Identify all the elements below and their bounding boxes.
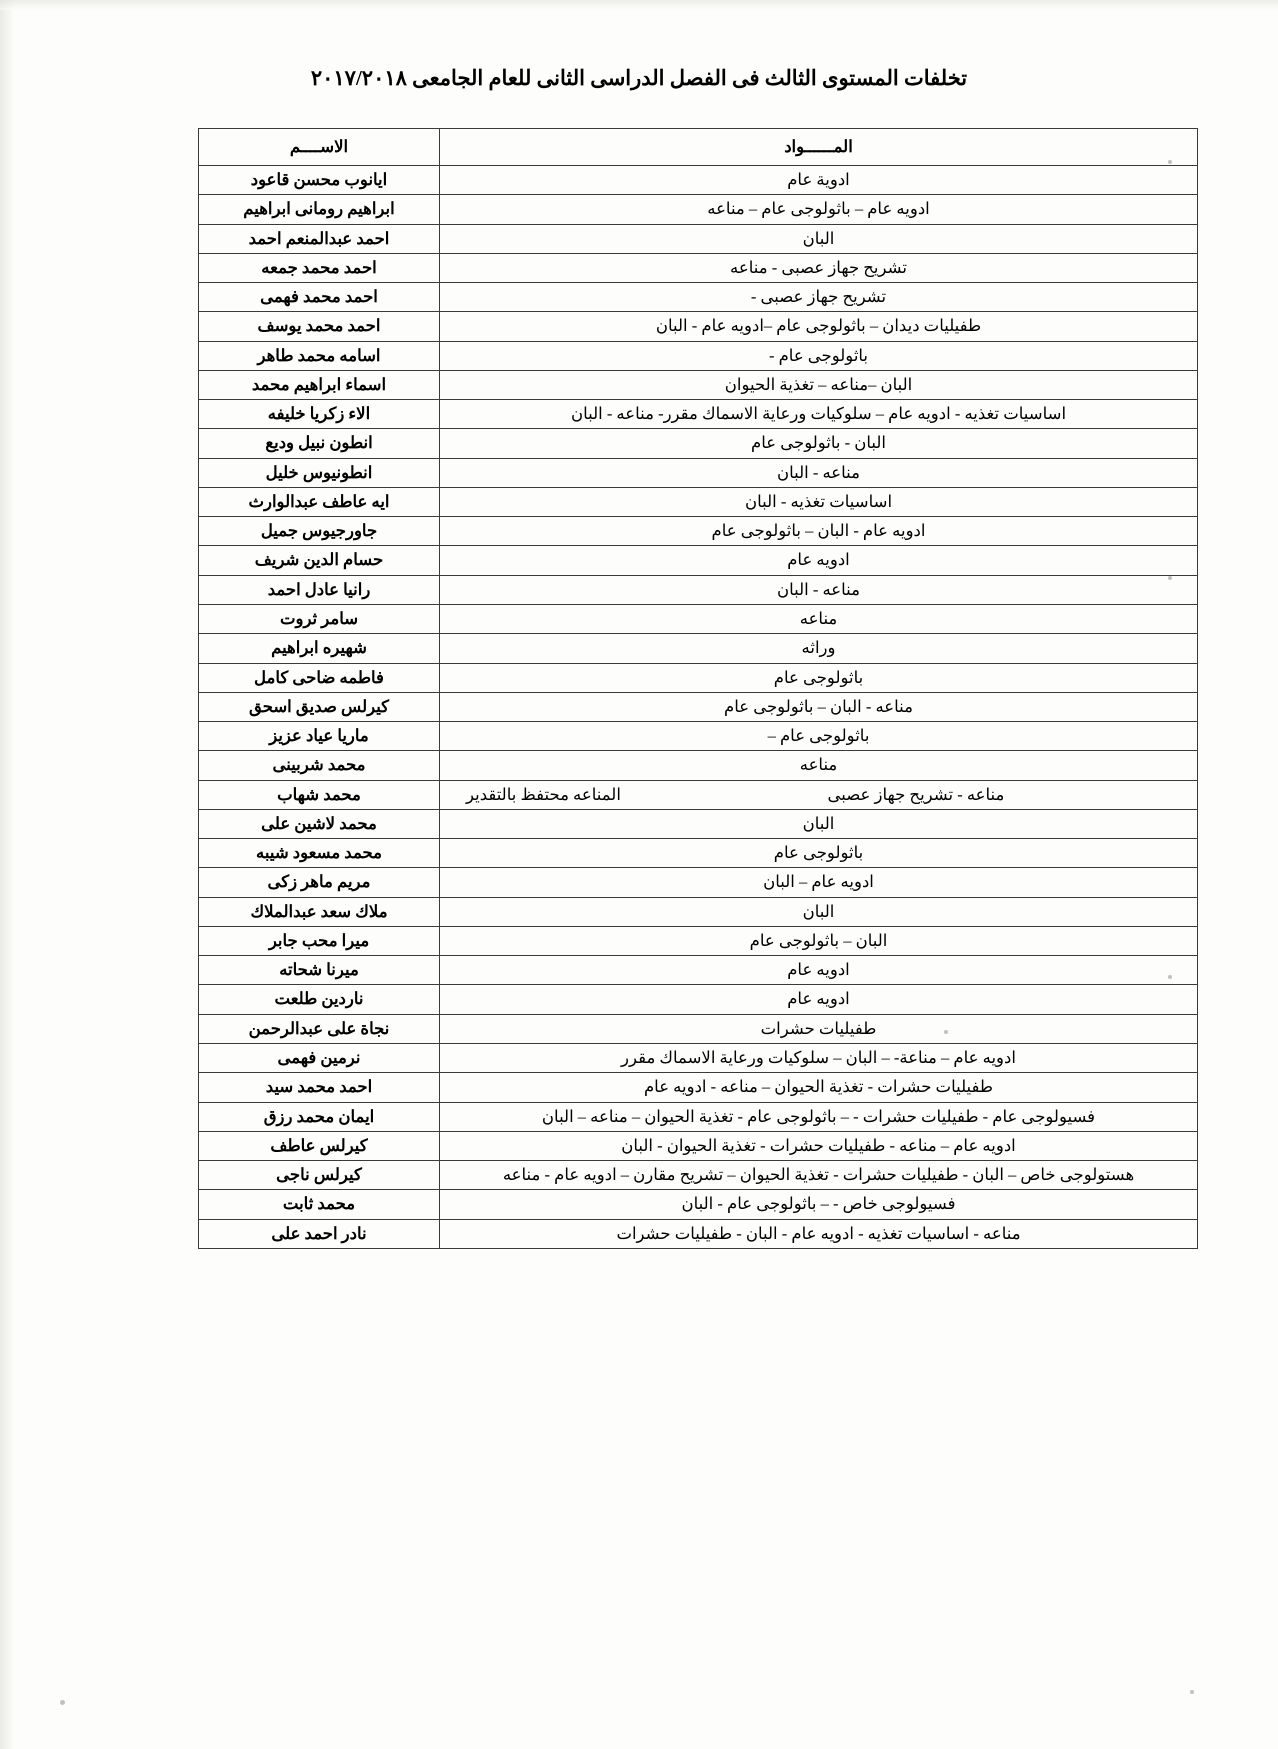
cell-subjects (440, 195, 1198, 224)
table-row (199, 692, 1198, 721)
cell-subjects (440, 312, 1198, 341)
table-row (199, 868, 1198, 897)
cell-subjects-text: ادويه عام – مناعة- – البان – سلوكيات ورعاية الاسماك مقرر (621, 1047, 1016, 1067)
cell-subjects (440, 751, 1198, 780)
cell-subjects-text: وراثه (801, 638, 836, 658)
cell-student-name: ملاك سعد عبدالملاك (199, 897, 440, 926)
cell-subjects-text: اساسيات تغذيه - البان (744, 491, 893, 511)
cell-student-name: اسماء ابراهيم محمد (199, 370, 440, 399)
table-row (199, 487, 1198, 516)
cell-subjects (440, 1073, 1198, 1102)
cell-subjects (440, 224, 1198, 253)
cell-subjects-text: البان – باثولوجى عام (749, 930, 888, 950)
table-row (199, 1073, 1198, 1102)
cell-subjects (440, 370, 1198, 399)
cell-student-name: كيرلس ناجى (199, 1161, 440, 1190)
cell-student-name: شهيره ابراهيم (199, 634, 440, 663)
cell-subjects (440, 1131, 1198, 1160)
scan-speck (1168, 160, 1172, 164)
cell-student-name: احمد محمد فهمى (199, 283, 440, 312)
cell-subjects-text: باثولوجى عام – (767, 726, 870, 746)
cell-subjects (440, 487, 1198, 516)
cell-student-name: كيرلس عاطف (199, 1131, 440, 1160)
cell-subjects-text: باثولوجى عام (773, 843, 864, 863)
cell-student-name: حسام الدين شريف (199, 546, 440, 575)
cell-subjects-text: فسيولوجى عام - طفيليات حشرات - – باثولوجى عام - تغذية الحيوان – مناعه – البان (541, 1106, 1096, 1126)
cell-subjects-text: ادويه عام – مناعه - طفيليات حشرات - تغذية الحيوان - البان (621, 1135, 1016, 1155)
cell-subjects-text: مناعه (799, 755, 838, 775)
cell-subjects (440, 663, 1198, 692)
cell-subjects (440, 868, 1198, 897)
cell-subjects-text: تشريح جهاز عصبى - (750, 287, 887, 307)
cell-student-name: ميرا محب جابر (199, 926, 440, 955)
table-row (199, 546, 1198, 575)
cell-student-name: ناردين طلعت (199, 985, 440, 1014)
cell-subjects-text: مناعه - البان – باثولوجى عام (724, 696, 913, 716)
cell-subjects (440, 400, 1198, 429)
cell-subjects (440, 1043, 1198, 1072)
scan-speck (1190, 1690, 1194, 1694)
table-row (199, 575, 1198, 604)
cell-subjects-text: البان - باثولوجى عام (751, 433, 886, 453)
table-row (199, 780, 1198, 809)
table-row (199, 253, 1198, 282)
cell-subjects-note: المناعه محتفظ بالتقدير (466, 784, 621, 804)
cell-subjects-text: ادويه عام – البان (763, 872, 874, 892)
table-row (199, 839, 1198, 868)
cell-subjects-text: البان (802, 901, 835, 921)
cell-subjects (440, 283, 1198, 312)
cell-subjects (440, 546, 1198, 575)
cell-subjects-text: البان (802, 813, 835, 833)
scan-edge-left (0, 0, 14, 1749)
table-row (199, 370, 1198, 399)
cell-subjects (440, 575, 1198, 604)
cell-subjects (440, 926, 1198, 955)
scan-edge-top (0, 0, 1278, 10)
cell-student-name: احمد عبدالمنعم احمد (199, 224, 440, 253)
cell-subjects-text: هستولوجى خاص – البان - طفيليات حشرات - تغذية الحيوان – تشريح مقارن – ادويه عام - مناعه (502, 1165, 1135, 1185)
cell-student-name: اسامه محمد طاهر (199, 341, 440, 370)
table-row (199, 1043, 1198, 1072)
cell-subjects (440, 897, 1198, 926)
cell-student-name: كيرلس صديق اسحق (199, 692, 440, 721)
cell-student-name: محمد مسعود شيبه (199, 839, 440, 868)
table-row (199, 604, 1198, 633)
cell-subjects-text: ادوية عام (787, 170, 850, 189)
table-row (199, 1014, 1198, 1043)
cell-subjects-text: مناعه (799, 608, 838, 628)
table-row (199, 1102, 1198, 1131)
table-body (199, 166, 1198, 1249)
table-header-row (199, 129, 1198, 166)
table-row (199, 312, 1198, 341)
cell-student-name: احمد محمد يوسف (199, 312, 440, 341)
scan-speck (60, 1700, 65, 1705)
cell-subjects (440, 253, 1198, 282)
table-row (199, 224, 1198, 253)
cell-subjects (440, 1190, 1198, 1219)
table-row (199, 400, 1198, 429)
table-header (199, 129, 1198, 166)
cell-student-name: الاء زكريا خليفه (199, 400, 440, 429)
cell-student-name: مريم ماهر زكى (199, 868, 440, 897)
column-header-subjects: المــــــواد (440, 129, 1198, 166)
cell-subjects-text: ادويه عام – باثولوجى عام – مناعه (707, 199, 930, 219)
cell-student-name: محمد شربينى (199, 751, 440, 780)
cell-student-name: ماريا عياد عزيز (199, 722, 440, 751)
cell-subjects (440, 780, 1198, 809)
cell-subjects (440, 1219, 1198, 1248)
page-title: تخلفات المستوى الثالث فى الفصل الدراسى الثانى للعام الجامعى ٢٠١٧/٢٠١٨ (310, 66, 968, 90)
cell-subjects (440, 634, 1198, 663)
cell-student-name: نرمين فهمى (199, 1043, 440, 1072)
table-row (199, 897, 1198, 926)
cell-student-name: ايمان محمد رزق (199, 1102, 440, 1131)
cell-subjects (440, 604, 1198, 633)
cell-subjects (440, 809, 1198, 838)
cell-student-name: فاطمه ضاحى كامل (199, 663, 440, 692)
table-row (199, 663, 1198, 692)
table-row (199, 809, 1198, 838)
cell-student-name: ميرنا شحاته (199, 956, 440, 985)
cell-student-name: احمد محمد جمعه (199, 253, 440, 282)
table-row (199, 1190, 1198, 1219)
table-row (199, 458, 1198, 487)
results-table (198, 128, 1198, 1249)
cell-subjects-text: ادويه عام (787, 960, 850, 980)
table-row (199, 195, 1198, 224)
cell-subjects (440, 341, 1198, 370)
table-row (199, 722, 1198, 751)
table-row (199, 751, 1198, 780)
cell-subjects-text: البان –مناعه – تغذية الحيوان (724, 374, 913, 394)
table-row (199, 429, 1198, 458)
cell-subjects (440, 956, 1198, 985)
cell-subjects-text: مناعه - تشريح جهاز عصبى (827, 784, 1005, 804)
cell-subjects-text: ادويه عام - البان – باثولوجى عام (711, 521, 926, 541)
cell-student-name: محمد ثابت (199, 1190, 440, 1219)
cell-subjects-text: طفيليات حشرات (760, 1018, 877, 1038)
table-row (199, 283, 1198, 312)
cell-student-name: محمد لاشين على (199, 809, 440, 838)
cell-student-name: ايانوب محسن قاعود (199, 166, 440, 195)
table-row (199, 1161, 1198, 1190)
cell-subjects (440, 1102, 1198, 1131)
table-row (199, 985, 1198, 1014)
scan-speck (1168, 975, 1172, 979)
cell-student-name: ايه عاطف عبدالوارث (199, 487, 440, 516)
cell-student-name: رانيا عادل احمد (199, 575, 440, 604)
cell-student-name: انطونيوس خليل (199, 458, 440, 487)
cell-student-name: نادر احمد على (199, 1219, 440, 1248)
cell-student-name: احمد محمد سيد (199, 1073, 440, 1102)
table-row (199, 341, 1198, 370)
cell-subjects-text: مناعه - البان (776, 579, 860, 599)
scan-speck (1168, 576, 1172, 580)
cell-subjects-text: طفيليات ديدان – باثولوجى عام –ادويه عام - البان (655, 316, 982, 336)
cell-subjects-text: فسيولوجى خاص - – باثولوجى عام - البان (681, 1194, 956, 1214)
cell-subjects-text: طفيليات حشرات - تغذية الحيوان – مناعه - ادويه عام (643, 1077, 994, 1097)
table-row (199, 956, 1198, 985)
cell-subjects (440, 722, 1198, 751)
cell-subjects (440, 692, 1198, 721)
cell-subjects (440, 166, 1198, 195)
cell-subjects-text: اساسيات تغذيه - ادويه عام – سلوكيات ورعاية الاسماك مقرر- مناعه - البان (570, 404, 1067, 424)
table-row (199, 1219, 1198, 1248)
cell-subjects (440, 1014, 1198, 1043)
cell-subjects-text: ادويه عام (787, 989, 850, 1009)
table-row (199, 517, 1198, 546)
table-row (199, 926, 1198, 955)
cell-subjects-text: البان (802, 228, 835, 248)
cell-subjects-text: مناعه - اساسيات تغذيه - ادويه عام - البان - طفيليات حشرات (616, 1223, 1021, 1243)
cell-subjects (440, 429, 1198, 458)
cell-student-name: ابراهيم رومانى ابراهيم (199, 195, 440, 224)
cell-subjects (440, 985, 1198, 1014)
cell-student-name: نجاة على عبدالرحمن (199, 1014, 440, 1043)
table-row (199, 166, 1198, 195)
table-row (199, 634, 1198, 663)
table-row (199, 1131, 1198, 1160)
scan-speck (944, 1030, 948, 1034)
cell-student-name: انطون نبيل وديع (199, 429, 440, 458)
cell-subjects (440, 1161, 1198, 1190)
cell-subjects-text: تشريح جهاز عصبى - مناعه (730, 257, 907, 277)
cell-student-name: محمد شهاب (199, 780, 440, 809)
cell-subjects (440, 517, 1198, 546)
cell-student-name: سامر ثروت (199, 604, 440, 633)
cell-subjects (440, 839, 1198, 868)
column-header-name: الاســــم (199, 129, 440, 166)
cell-student-name: جاورجيوس جميل (199, 517, 440, 546)
cell-subjects (440, 458, 1198, 487)
cell-subjects-text: ادويه عام (787, 550, 850, 570)
cell-subjects-text: باثولوجى عام (773, 667, 864, 687)
cell-subjects-text: باثولوجى عام - (768, 345, 869, 365)
cell-subjects-text: مناعه - البان (776, 462, 860, 482)
